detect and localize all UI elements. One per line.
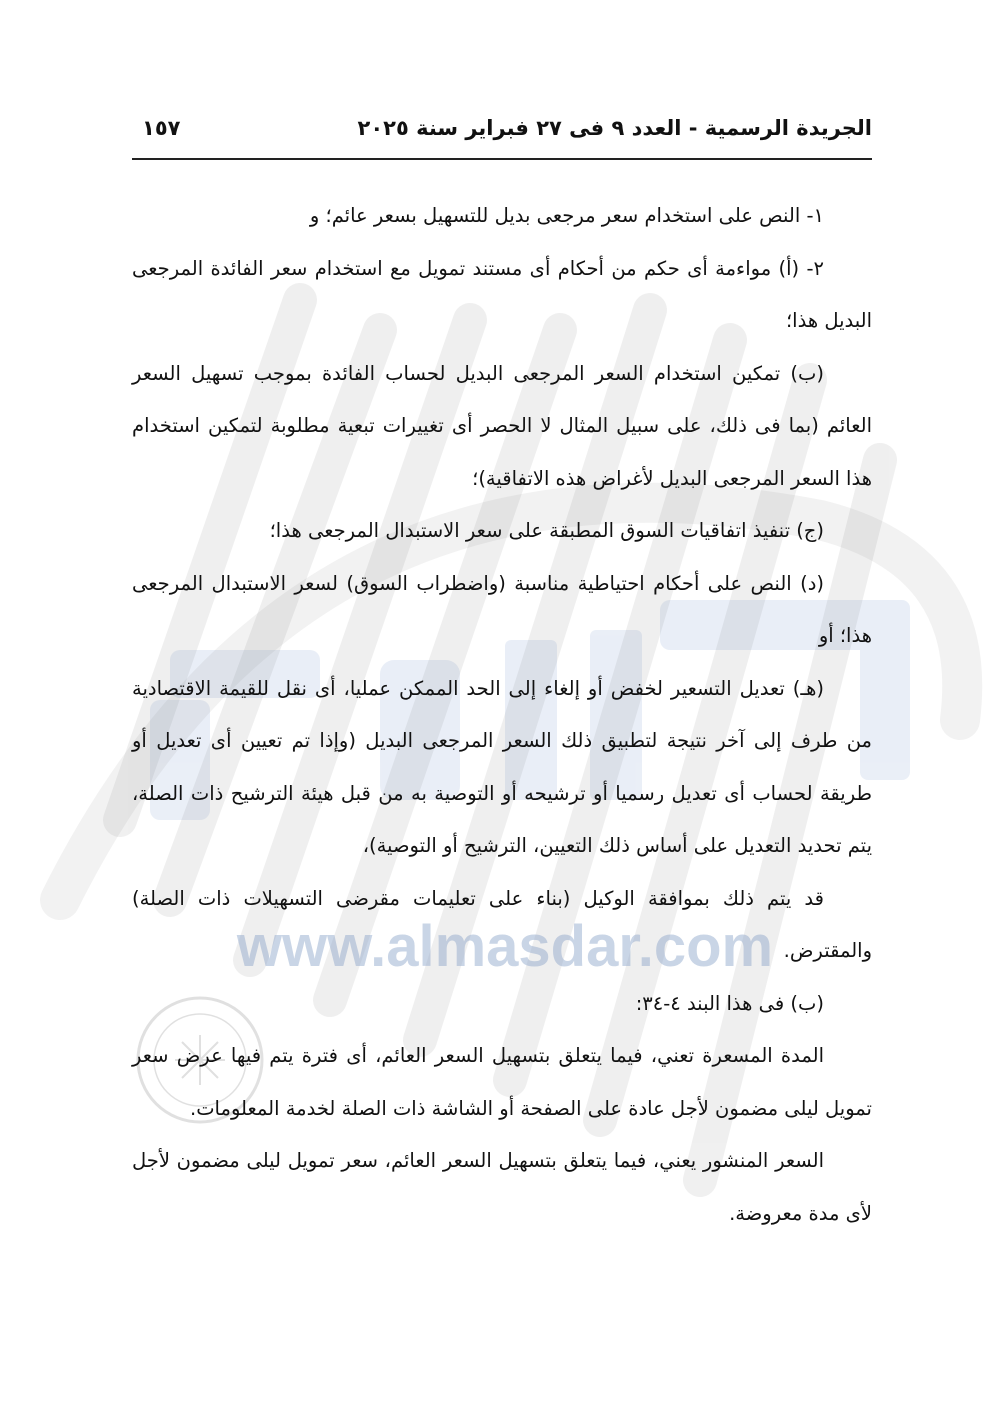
watermark-url: www.almasdar.com: [236, 914, 774, 979]
paragraph: (ج) تنفيذ اتفاقيات السوق المطبقة على سعر الاستبدال المرجعى هذا؛: [269, 519, 824, 542]
paragraph: (د) النص على أحكام احتياطية مناسبة (واضطراب السوق) لسعر الاستبدال المرجعى هذا؛ أو: [132, 571, 872, 647]
page-number: ١٥٧: [142, 116, 181, 140]
paragraph: (ب) تمكين استخدام السعر المرجعى البديل لحساب الفائدة بموجب تسهيل السعر العائم (بما فى ذلك، على سبيل المثال لا الحصر أى تغييرات تبعية مطلوبة لتمكين استخدام هذا السعر المرجعى البديل لأغراض هذه الاتفاقية)؛: [132, 361, 872, 490]
paragraph: ٢- (أ) مواءمة أى حكم من أحكام أى مستند تمويل مع استخدام سعر الفائدة المرجعى البديل هذا؛: [132, 256, 872, 332]
page-header: [132, 112, 872, 160]
paragraph: (هـ) تعديل التسعير لخفض أو إلغاء إلى الحد الممكن عمليا، أى نقل للقيمة الاقتصادية من طرف إلى آخر نتيجة لتطبيق ذلك السعر المرجعى البديل (وإذا تم تعيين أى تعديل أو طريقة لحساب أى تعديل رسميا أو ترشيحه أو التوصية به من قبل هيئة الترشيح ذات الصلة، يتم تحديد التعديل على أساس ذلك التعيين، الترشيح أو التوصية)،: [132, 676, 872, 857]
document-body: [132, 190, 872, 1240]
paragraph: (ب) فى هذا البند ٤-٣٤:: [635, 991, 824, 1015]
paragraph: المدة المسعرة تعني، فيما يتعلق بتسهيل السعر العائم، أى فترة يتم فيها عرض سعر تمويل ليلى مضمون لأجل عادة على الصفحة أو الشاشة ذات الصلة لخدمة المعلومات.: [132, 1044, 872, 1120]
paragraph: السعر المنشور يعني، فيما يتعلق بتسهيل السعر العائم، سعر تمويل ليلى مضمون لأجل لأى مدة معروضة.: [132, 1149, 872, 1225]
gazette-title: الجريدة الرسمية - العدد ٩ فى ٢٧ فبراير سنة ٢٠٢٥: [357, 116, 872, 140]
paragraph: قد يتم ذلك بموافقة الوكيل (بناء على تعليمات مقرضى التسهيلات ذات الصلة) والمقترض.: [132, 886, 872, 962]
paragraph: ١- النص على استخدام سعر مرجعى بديل للتسهيل بسعر عائم؛ و: [309, 204, 824, 227]
